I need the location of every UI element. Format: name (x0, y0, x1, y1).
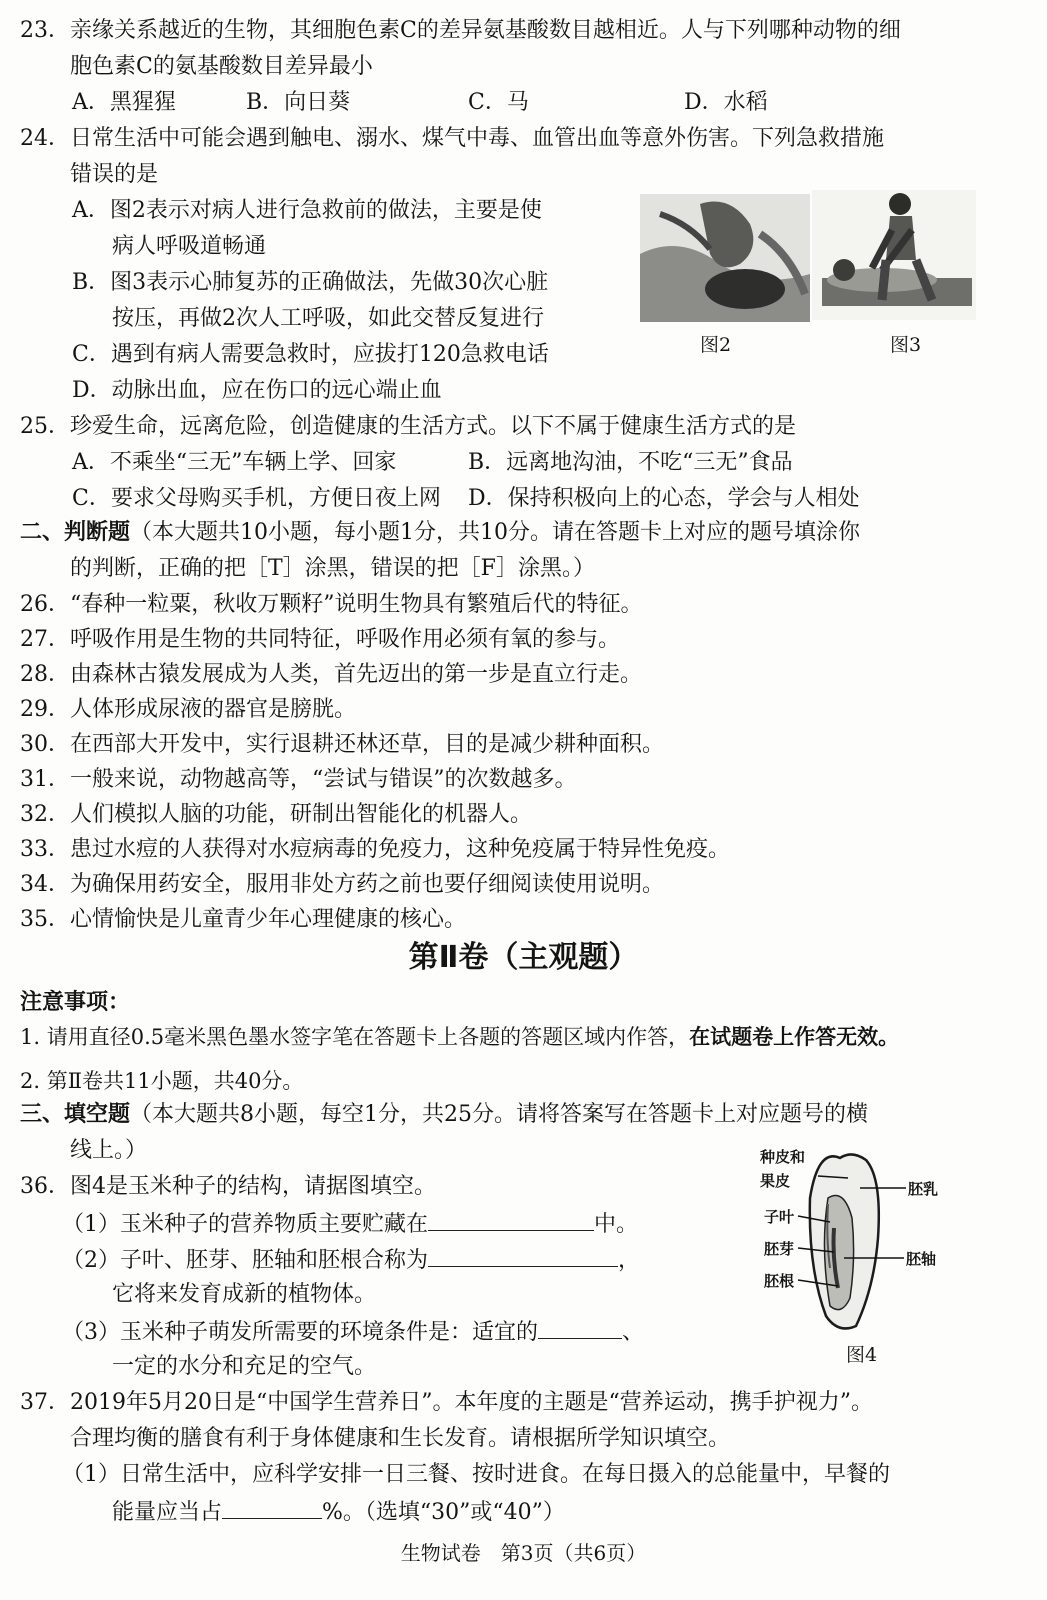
q37-stem-line1: 37．2019年5月20日是“中国学生营养日”。本年度的主题是“营养运动，携手护视力”。 (20, 1390, 873, 1415)
label-plumule: 胚芽 (764, 1240, 795, 1258)
q23-stem-line1: 23．亲缘关系越近的生物，其细胞色素C的差异氨基酸数目越相近。人与下列哪种动物的细 (20, 18, 901, 43)
q37-sub1-line1: （1）日常生活中，应科学安排一日三餐、按时进食。在每日摄入的总能量中，早餐的 (62, 1462, 890, 1487)
judgment-35: 35．心情愉快是儿童青少年心理健康的核心。 (20, 907, 466, 932)
q37-blank-1[interactable] (222, 1496, 322, 1519)
part2-instructions-line2: 的判断，正确的把［T］涂黑，错误的把［F］涂黑。） (70, 556, 595, 581)
q25-stem: 25．珍爱生命，远离危险，创造健康的生活方式。以下不属于健康生活方式的是 (20, 414, 796, 439)
note-1-text: 1. 请用直径0.5毫米黑色墨水签字笔在答题卡上各题的答题区域内作答， (20, 1025, 690, 1049)
q23-stem-line2: 胞色素C的氨基酸数目差异最小 (70, 54, 373, 79)
q23-option-d: D．水稻 (684, 90, 768, 115)
figure-2-head-tilt-illustration (640, 194, 810, 322)
section2-title: 第Ⅱ卷（主观题） (408, 940, 639, 975)
judgment-33: 33．患过水痘的人获得对水痘病毒的免疫力，这种免疫属于特异性免疫。 (20, 837, 730, 862)
part3-instructions-line1: （本大题共8小题，每空1分，共25分。请将答案写在答题卡上对应题号的横 (130, 1102, 869, 1127)
q24-option-c: C．遇到有病人需要急救时，应拔打120急救电话 (72, 342, 549, 367)
part3-header (20, 1100, 868, 1130)
q36-blank-3[interactable] (538, 1316, 622, 1339)
q24-stem-line2: 错误的是 (70, 162, 159, 187)
q25-option-c: C．要求父母购买手机，方便日夜上网 (72, 486, 441, 511)
q23-option-b: B．向日葵 (246, 90, 351, 115)
q24-option-a-line1: A．图2表示对病人进行急救前的做法，主要是使 (72, 198, 542, 223)
q37-sub1-line2 (112, 1496, 565, 1528)
q36-sub2 (62, 1244, 640, 1276)
figure-2-caption: 图2 (700, 334, 732, 356)
q36-sub2-text: （2）子叶、胚芽、胚轴和胚根合称为 (62, 1248, 428, 1273)
q36-sub3-line2: 一定的水分和充足的空气。 (112, 1354, 377, 1379)
q23-option-c: C．马 (468, 90, 529, 115)
q25-option-b: B．远离地沟油，不吃“三无”食品 (468, 450, 793, 475)
label-radicle: 胚根 (764, 1272, 795, 1290)
q36-sub3 (62, 1316, 644, 1348)
q24-stem-line1: 24．日常生活中可能会遇到触电、溺水、煤气中毒、血管出血等意外伤害。下列急救措施 (20, 126, 884, 151)
label-cotyledon: 子叶 (764, 1208, 795, 1226)
q36-sub2-tail: ， (618, 1248, 641, 1273)
figure-4-caption: 图4 (846, 1344, 878, 1366)
q36-sub1-text: （1）玉米种子的营养物质主要贮藏在 (62, 1212, 428, 1237)
judgment-30: 30．在西部大开发中，实行退耕还林还草，目的是减少耕种面积。 (20, 732, 664, 757)
note-1 (20, 1022, 899, 1052)
q24-option-b-line2: 按压，再做2次人工呼吸，如此交替反复进行 (112, 306, 544, 331)
part2-instructions-line1: （本大题共10小题，每小题1分，共10分。请在答题卡上对应的题号填涂你 (130, 520, 861, 545)
part2-heading: 二、判断题 (20, 520, 131, 545)
q36-sub2-line2: 它将来发育成新的植物体。 (112, 1282, 377, 1307)
label-hypocotyl: 胚轴 (906, 1250, 937, 1268)
part2-header (20, 518, 860, 548)
judgment-31: 31．一般来说，动物越高等，“尝试与错误”的次数越多。 (20, 767, 577, 792)
note-2: 2. 第Ⅱ卷共11小题，共40分。 (20, 1069, 304, 1093)
part3-heading: 三、填空题 (20, 1102, 131, 1127)
part3-instructions-line2: 线上。） (70, 1138, 148, 1163)
judgment-32: 32．人们模拟人脑的功能，研制出智能化的机器人。 (20, 802, 532, 827)
label-seed-coat-1: 种皮和 (760, 1148, 806, 1166)
label-seed-coat-2: 果皮 (760, 1172, 791, 1190)
notes-heading: 注意事项： (20, 990, 131, 1015)
q24-option-a-line2: 病人呼吸道畅通 (112, 234, 267, 259)
q36-blank-2[interactable] (428, 1244, 618, 1267)
q24-option-b-line1: B．图3表示心肺复苏的正确做法，先做30次心脏 (72, 270, 549, 295)
q36-sub3-tail: 、 (622, 1320, 645, 1345)
q24-option-d: D．动脉出血，应在伤口的远心端止血 (72, 378, 442, 403)
q36-sub1 (62, 1208, 638, 1240)
judgment-27: 27．呼吸作用是生物的共同特征，呼吸作用必须有氧的参与。 (20, 627, 620, 652)
q37-stem-line2: 合理均衡的膳食有利于身体健康和生长发育。请根据所学知识填空。 (70, 1426, 731, 1451)
judgment-29: 29．人体形成尿液的器官是膀胱。 (20, 697, 356, 722)
q23-option-a: A．黑猩猩 (72, 90, 176, 115)
q36-sub3-text: （3）玉米种子萌发所需要的环境条件是：适宜的 (62, 1320, 538, 1345)
q37-sub1-text: 能量应当占 (112, 1500, 223, 1525)
figure-3-caption: 图3 (890, 334, 922, 356)
judgment-26: 26．“春种一粒粟，秋收万颗籽”说明生物具有繁殖后代的特征。 (20, 592, 643, 617)
q25-option-d: D．保持积极向上的心态，学会与人相处 (468, 486, 860, 511)
label-endosperm: 胚乳 (908, 1180, 939, 1198)
q36-stem: 36．图4是玉米种子的结构，请据图填空。 (20, 1174, 436, 1199)
q36-blank-1[interactable] (428, 1208, 594, 1231)
judgment-34: 34．为确保用药安全，服用非处方药之前也要仔细阅读使用说明。 (20, 872, 664, 897)
figure-3-cpr-illustration (812, 190, 976, 320)
q25-option-a: A．不乘坐“三无”车辆上学、回家 (72, 450, 397, 475)
q36-sub1-tail: 中。 (594, 1212, 639, 1237)
q37-sub1-tail: %。（选填“30”或“40”） (322, 1500, 565, 1525)
page-footer: 生物试卷 第3页（共6页） (400, 1541, 647, 1565)
note-1-emphasis: 在试题卷上作答无效。 (689, 1025, 900, 1049)
judgment-28: 28．由森林古猿发展成为人类，首先迈出的第一步是直立行走。 (20, 662, 642, 687)
